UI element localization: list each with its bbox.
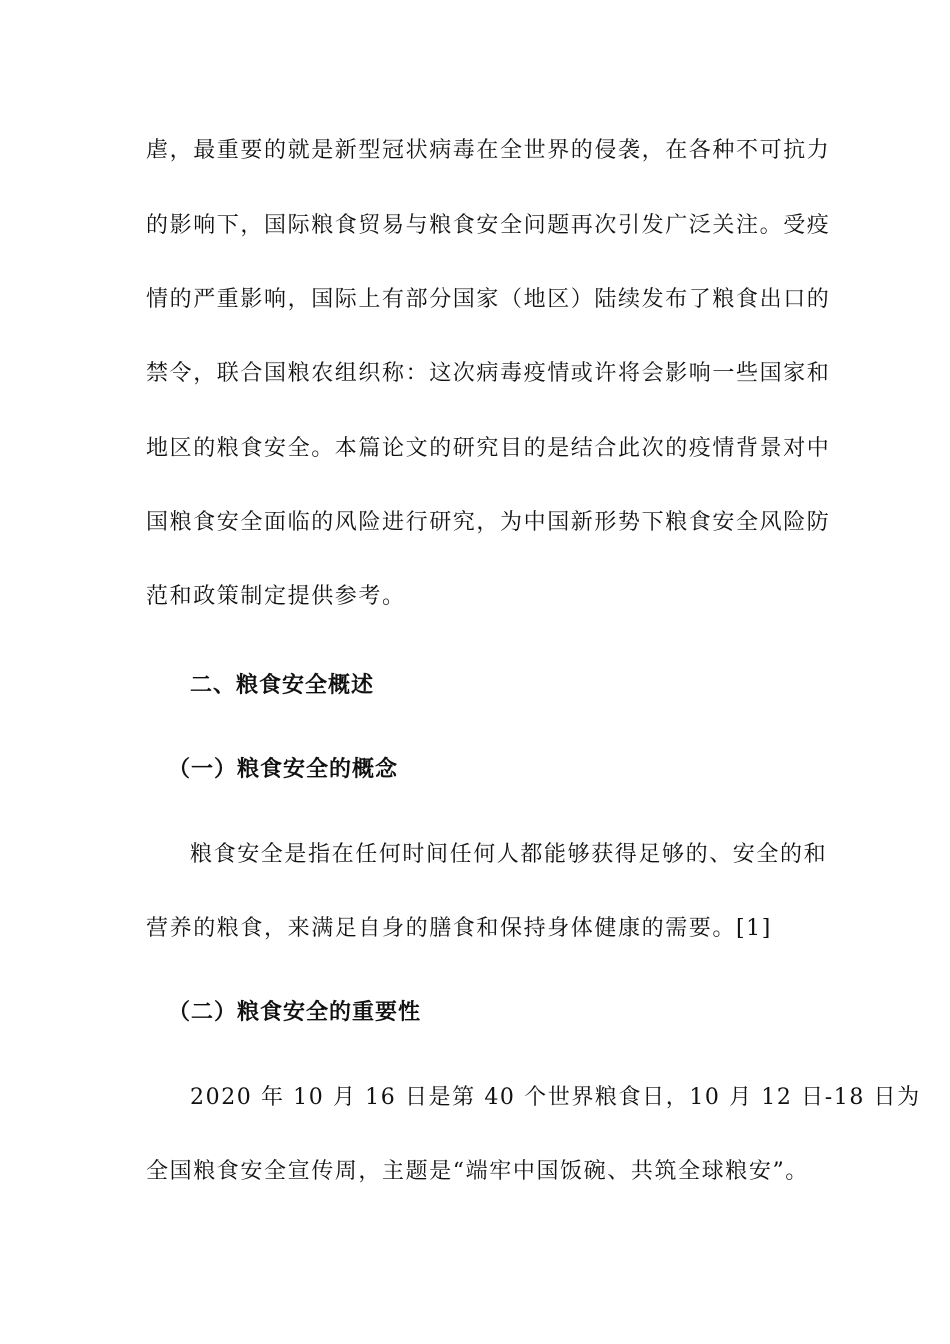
paragraph-1-line-2: 的影响下，国际粮食贸易与粮食安全问题再次引发广泛关注。受疫 xyxy=(146,213,831,238)
paragraph-1-line-4: 禁令，联合国粮农组织称：这次病毒疫情或许将会影响一些国家和 xyxy=(146,361,831,386)
paragraph-3-line-1: 2020 年 10 月 16 日是第 40 个世界粮食日，10 月 12 日-18 日为 xyxy=(190,1085,921,1110)
section-2-heading: 二、粮食安全概述 xyxy=(190,673,375,698)
subsection-2-heading: （二）粮食安全的重要性 xyxy=(168,1000,422,1025)
paragraph-2-line-2: 营养的粮食，来满足自身的膳食和保持身体健康的需要。[1] xyxy=(146,916,772,941)
paragraph-3-line-2: 全国粮食安全宣传周，主题是“端牢中国饭碗、共筑全球粮安”。 xyxy=(146,1159,809,1184)
paragraph-1-line-6: 国粮食安全面临的风险进行研究，为中国新形势下粮食安全风险防 xyxy=(146,510,831,535)
paragraph-1-line-3: 情的严重影响，国际上有部分国家（地区）陆续发布了粮食出口的 xyxy=(146,287,831,312)
paragraph-1-line-1: 虐，最重要的就是新型冠状病毒在全世界的侵袭，在各种不可抗力 xyxy=(146,138,831,163)
paragraph-1-line-7: 范和政策制定提供参考。 xyxy=(146,584,406,609)
paragraph-2-line-1: 粮食安全是指在任何时间任何人都能够获得足够的、安全的和 xyxy=(190,842,828,867)
paragraph-1-line-5: 地区的粮食安全。本篇论文的研究目的是结合此次的疫情背景对中 xyxy=(146,436,831,461)
subsection-1-heading: （一）粮食安全的概念 xyxy=(168,757,399,782)
